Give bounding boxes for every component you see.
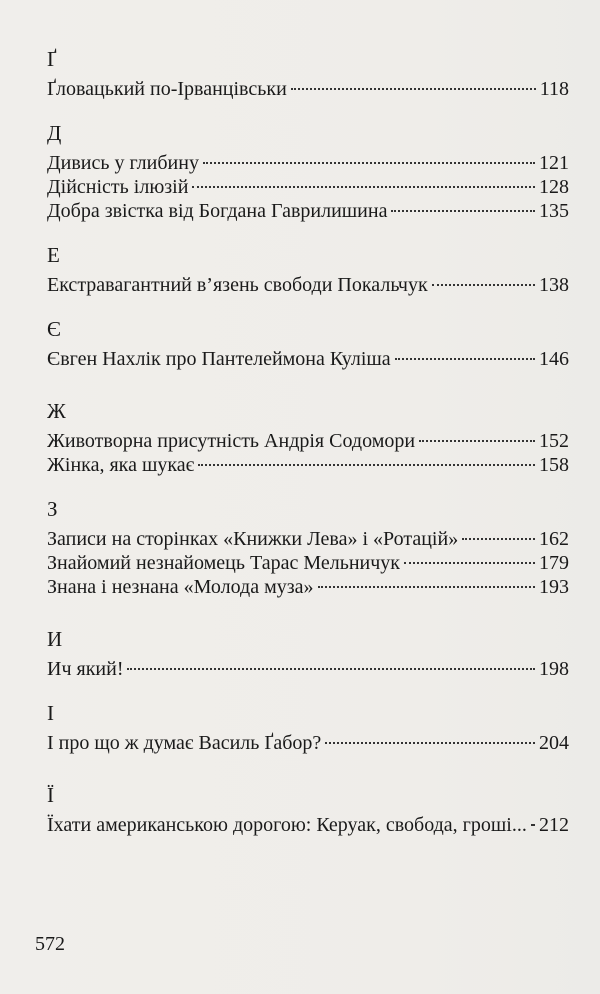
index-entry — [47, 145, 569, 174]
entry-page-number: 152 — [539, 430, 569, 452]
dot-leader — [419, 423, 535, 447]
dot-leader — [325, 725, 535, 749]
entry-page-number: 204 — [539, 732, 569, 754]
entry-page-number: 162 — [539, 528, 569, 550]
dot-leader — [203, 145, 535, 169]
index-entry — [47, 725, 569, 754]
entry-title: Ґловацький по-Ірванцівськи — [47, 78, 287, 100]
entry-title: Животворна присутність Андрія Содомори — [47, 430, 416, 452]
index-section-ye — [47, 317, 569, 370]
index-entry — [47, 341, 569, 370]
section-letter: Є — [47, 317, 61, 341]
index-entry — [47, 267, 569, 296]
entry-title: Дійсність ілюзій — [47, 176, 189, 198]
dot-leader — [432, 267, 535, 291]
index-section-g-accent — [47, 47, 569, 100]
index-section-e — [47, 243, 569, 296]
entry-page-number: 158 — [539, 454, 569, 476]
index-list — [47, 47, 569, 836]
entry-title: Дивись у глибину — [47, 152, 199, 174]
section-letter: З — [47, 497, 58, 521]
entry-page-number: 198 — [539, 658, 569, 680]
entry-title: Екстравагантний в’язень свободи Покальчук — [47, 274, 428, 296]
section-letter: Е — [47, 243, 60, 267]
entry-page-number: 135 — [539, 200, 569, 222]
entry-page-number: 121 — [539, 152, 569, 174]
index-entry — [47, 651, 569, 680]
entry-page-number: 138 — [539, 274, 569, 296]
entry-title: Ич який! — [47, 658, 124, 680]
entry-title: Знана і незнана «Молода муза» — [47, 576, 314, 598]
entry-page-number: 128 — [539, 176, 569, 198]
index-section-i — [47, 701, 569, 754]
entry-page-number: 146 — [539, 348, 569, 370]
entry-page-number: 118 — [539, 78, 569, 100]
index-section-z — [47, 497, 569, 598]
entry-title: Знайомий незнайомець Тарас Мельничук — [47, 552, 400, 574]
page-number: 572 — [35, 933, 65, 955]
dot-leader — [192, 169, 535, 193]
index-section-y — [47, 627, 569, 680]
index-entry — [47, 71, 569, 100]
entry-title: Записи на сторінках «Книжки Лева» і «Ротацій» — [47, 528, 459, 550]
dot-leader — [404, 545, 535, 569]
dot-leader — [531, 807, 535, 831]
index-entry — [47, 521, 569, 550]
entry-page-number: 212 — [539, 814, 569, 836]
index-section-yi — [47, 783, 569, 836]
dot-leader — [291, 71, 536, 95]
entry-title: Жінка, яка шукає — [47, 454, 195, 476]
index-entry — [47, 423, 569, 452]
entry-title: І про що ж думає Василь Ґабор? — [47, 732, 322, 754]
dot-leader — [391, 193, 535, 217]
section-letter: І — [47, 701, 54, 725]
section-letter: Ґ — [47, 47, 57, 71]
dot-leader — [198, 447, 535, 471]
entry-page-number: 179 — [539, 552, 569, 574]
entry-title: Їхати американською дорогою: Керуак, свобода, гроші... — [47, 814, 527, 836]
dot-leader — [318, 569, 535, 593]
section-letter: Ж — [47, 399, 66, 423]
entry-title: Добра звістка від Богдана Гаврилишина — [47, 200, 388, 222]
dot-leader — [395, 341, 535, 365]
entry-page-number: 193 — [539, 576, 569, 598]
entry-title: Євген Нахлік про Пантелеймона Куліша — [47, 348, 391, 370]
section-letter: Ї — [47, 783, 54, 807]
section-letter: И — [47, 627, 63, 651]
section-letter: Д — [47, 121, 62, 145]
dot-leader — [127, 651, 535, 675]
index-section-d — [47, 121, 569, 222]
index-section-zh — [47, 399, 569, 476]
dot-leader — [462, 521, 535, 545]
index-entry — [47, 807, 569, 836]
